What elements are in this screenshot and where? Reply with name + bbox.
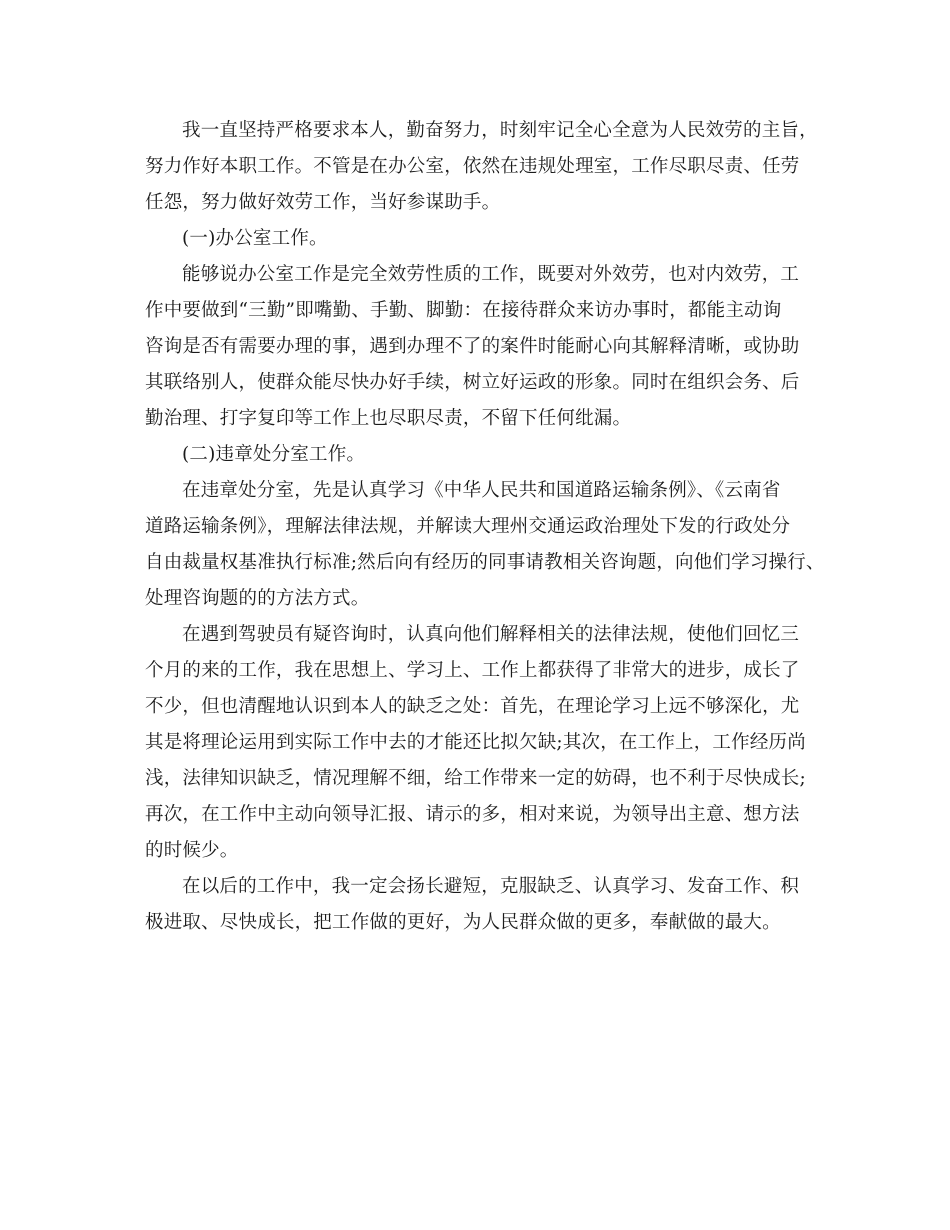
document-body (145, 113, 825, 941)
text-line: 在遇到驾驶员有疑咨询时，认真向他们解释相关的法律法规，使他们回忆三 (182, 624, 800, 645)
text-line: 自由裁量权基准执行标准;然后向有经历的同事请教相关咨询题，向他们学习操行、 (145, 552, 825, 573)
text-line: 其联络别人，使群众能尽快办好手续，树立好运政的形象。同时在组织会务、后 (145, 372, 800, 393)
text-line: 在以后的工作中，我一定会扬长避短，克服缺乏、认真学习、发奋工作、积 (182, 876, 800, 897)
text-line: 极进取、尽快成长，把工作做的更好，为人民群众做的更多，奉献做的最大。 (145, 912, 781, 933)
text-line: 在违章处分室，先是认真学习《中华人民共和国道路运输条例》、《云南省 (182, 480, 781, 501)
text-line: 其是将理论运用到实际工作中去的才能还比拟欠缺;其次，在工作上，工作经历尚 (145, 732, 806, 753)
text-line: 个月的来的工作，我在思想上、学习上、工作上都获得了非常大的进步，成长了 (145, 660, 800, 681)
text-line: 任怨，努力做好效劳工作，当好参谋助手。 (145, 192, 501, 213)
text-line: 不少，但也清醒地认识到本人的缺乏之处：首先，在理论学习上远不够深化，尤 (145, 696, 800, 717)
text-line: 处理咨询题的的方法方式。 (145, 588, 370, 609)
text-line: 努力作好本职工作。不管是在办公室，依然在违规处理室，工作尽职尽责、任劳 (145, 156, 800, 177)
section-heading: (二)违章处分室工作。 (182, 444, 366, 465)
text-line: 再次，在工作中主动向领导汇报、请示的多，相对来说，为领导出主意、想方法 (145, 804, 800, 825)
text-line: 道路运输条例》，理解法律法规，并解读大理州交通运政治理处下发的行政处分 (145, 516, 791, 537)
text-line: 咨询是否有需要办理的事，遇到办理不了的案件时能耐心向其解释清晰，或协助 (145, 336, 800, 357)
text-line: 作中要做到“三勤”即嘴勤、手勤、脚勤：在接待群众来访办事时，都能主动询 (145, 300, 782, 321)
text-line: 我一直坚持严格要求本人，勤奋努力，时刻牢记全心全意为人民效劳的主旨， (182, 120, 818, 141)
text-line: 能够说办公室工作是完全效劳性质的工作，既要对外效劳，也对内效劳，工 (182, 264, 800, 285)
text-line: 浅，法律知识缺乏，情况理解不细，给工作带来一定的妨碍，也不利于尽快成长; (145, 768, 806, 789)
section-heading: (一)办公室工作。 (182, 228, 328, 249)
text-line: 的时候少。 (145, 840, 239, 861)
text-line: 勤治理、打字复印等工作上也尽职尽责，不留下任何纰漏。 (145, 408, 632, 429)
